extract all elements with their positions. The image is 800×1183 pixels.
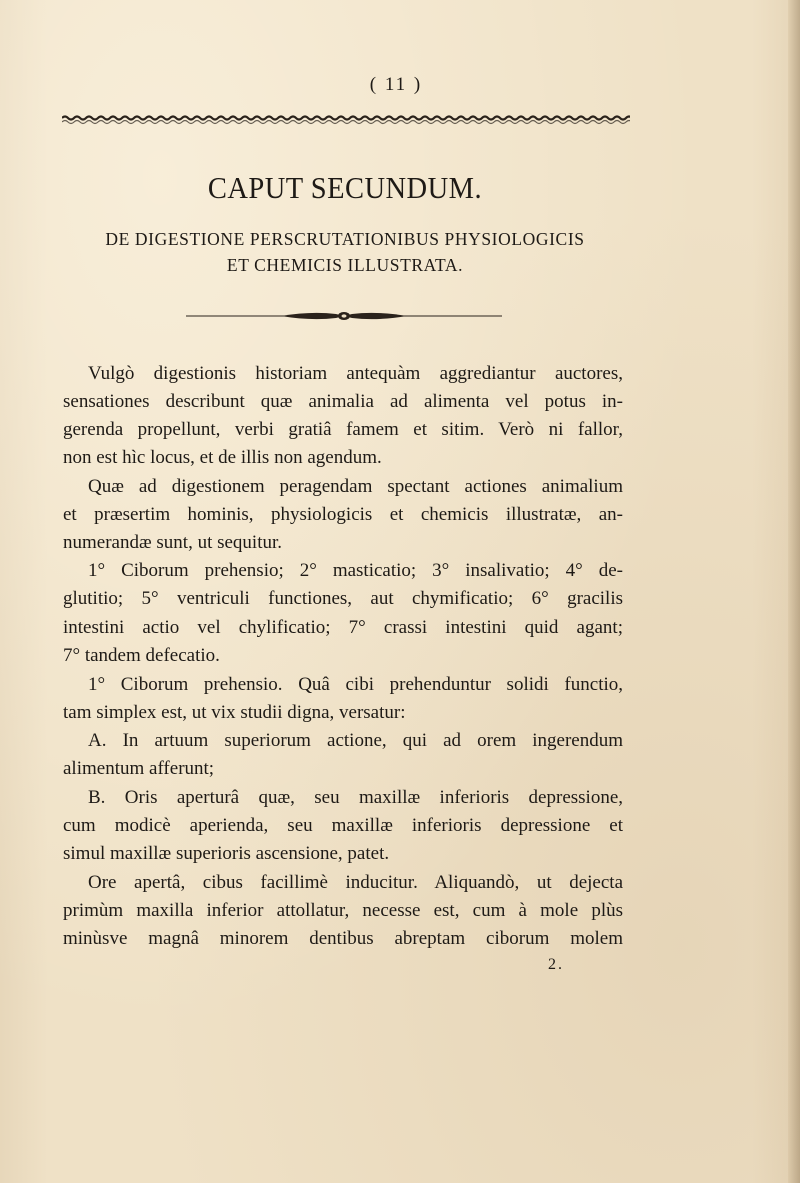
text-line: A. In artuum superiorum actione, qui ad orem ingerendum [88,730,623,751]
wavy-rule-divider [62,112,630,128]
text-line: primùm maxilla inferior attollatur, necesse est, cum à mole plùs [63,900,623,921]
text-line: gerenda propellunt, verbi gratiâ famem et sitim. Verò ni fallor, [63,419,623,440]
text-line: Ore apertâ, cibus facillimè inducitur. Aliquandò, ut dejecta [88,872,623,893]
page-edge-shadow [788,0,800,1183]
ornamental-rule-divider [186,305,502,327]
page-number: ( 11 ) [369,74,423,95]
text-line: non est hìc locus, et de illis non agendum. [63,447,382,468]
text-line: cum modicè aperienda, seu maxillæ inferioris depressione et [63,815,623,836]
text-line: 1° Ciborum prehensio. Quâ cibi prehenduntur solidi functio, [88,674,623,695]
text-line: sensationes describunt quæ animalia ad alimenta vel potus in- [63,391,623,412]
chapter-subtitle-line-2: ET CHEMICIS ILLUSTRATA. [226,255,464,275]
text-line: simul maxillæ superioris ascensione, patet. [63,843,390,864]
text-line: tam simplex est, ut vix studii digna, versatur: [63,702,406,723]
text-line: minùsve magnâ minorem dentibus abreptam ciborum molem [63,928,623,949]
chapter-subtitle-line-1: DE DIGESTIONE PERSCRUTATIONIBUS PHYSIOLOGICIS [105,229,585,249]
text-line: B. Oris aperturâ quæ, seu maxillæ inferioris depressione, [88,787,623,808]
text-line: intestini actio vel chylificatio; 7° crassi intestini quid agant; [63,617,623,638]
text-line: et præsertim hominis, physiologicis et chemicis illustratæ, an- [63,504,623,525]
text-line: alimentum afferunt; [63,758,215,779]
chapter-title: CAPUT SECUNDUM. [207,170,483,205]
text-line: glutitio; 5° ventriculi functiones, aut chymificatio; 6° gracilis [63,588,623,609]
text-line: Vulgò digestionis historiam antequàm aggrediantur auctores, [88,363,623,384]
catchword: 2. [548,956,564,973]
text-line: 7° tandem defecatio. [63,645,220,666]
text-line: Quæ ad digestionem peragendam spectant actiones animalium [88,476,623,497]
text-line: numerandæ sunt, ut sequitur. [63,532,283,553]
text-line: 1° Ciborum prehensio; 2° masticatio; 3° insalivatio; 4° de- [88,560,623,581]
